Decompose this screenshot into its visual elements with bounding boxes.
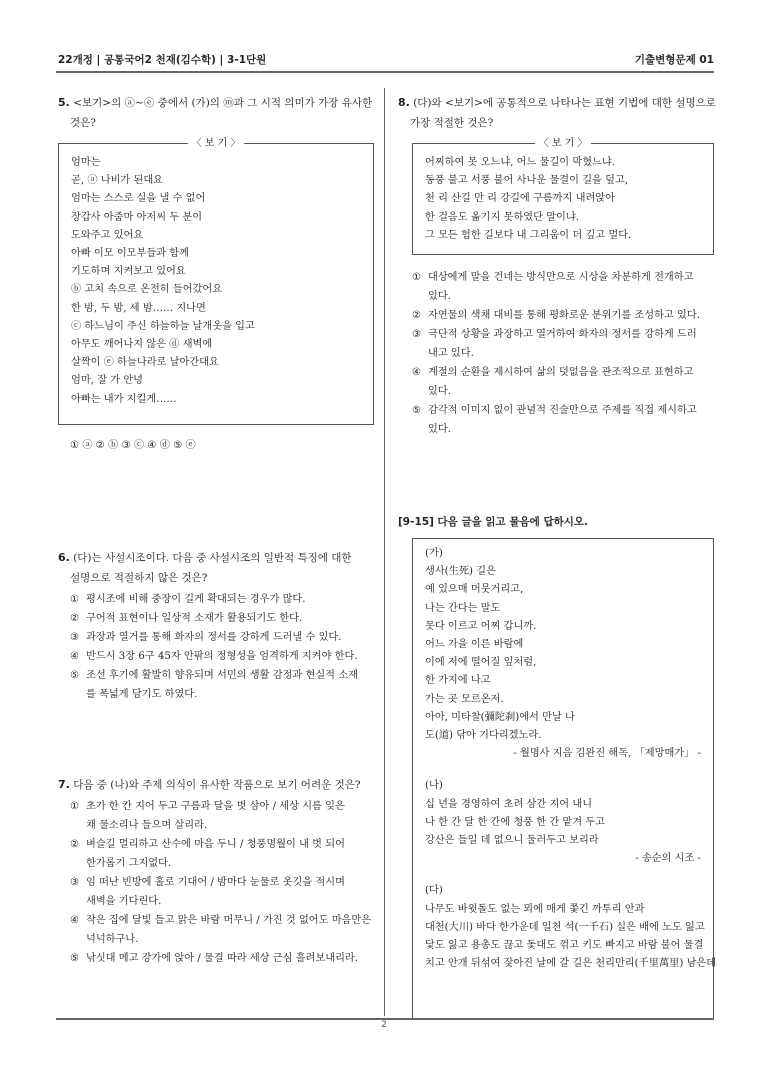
option-text-cont: 있다. (428, 291, 451, 302)
poem-line: 이에 저에 떨어질 잎처럼, (425, 657, 537, 669)
poem-line: 아무도 깨어나지 않은 ⓓ 새벽에 (71, 339, 213, 351)
page-number: 2 (381, 1020, 387, 1030)
option-marker: ⑤ (70, 670, 80, 681)
section-heading: [9-15] 다음 글을 읽고 물음에 답하시오. (398, 516, 588, 528)
poem-line: 십 년을 경영하여 초려 삼간 지어 내니 (425, 798, 593, 810)
bogi-box (412, 138, 714, 255)
question-6 (58, 548, 374, 588)
option-text: 계절의 순환을 제시하여 삶의 덧없음을 관조적으로 표현하고 (428, 367, 694, 378)
poem-line: 한 밤, 두 밤, 세 밤…… 지나면 (71, 302, 206, 314)
answer-option[interactable] (70, 628, 374, 647)
poem-line: 기도하며 지켜보고 있어요 (71, 266, 186, 278)
option-marker: ② (412, 310, 422, 321)
bogi-title: 〈 보 기 〉 (535, 138, 592, 149)
poem-line: 생사(生死) 길은 (425, 566, 496, 578)
answer-option[interactable] (412, 268, 716, 306)
answer-option[interactable] (70, 797, 374, 835)
poem-line: 대천(大川) 바다 한가운데 일천 석(一千石) 실은 배에 노도 잃고 (425, 921, 705, 933)
option-text-cont: 를 폭넓게 담기도 하였다. (86, 689, 198, 700)
option-text-cont: 있다. (428, 386, 451, 397)
poem-line: 천 리 산길 만 리 강길에 구름까지 내려앉아 (425, 193, 615, 205)
poem-line: 예 있으매 머뭇거리고, (425, 584, 524, 596)
option-marker: ② (70, 613, 80, 624)
question-stem-cont: 가장 적절한 것은? (410, 117, 494, 129)
option-marker: ④ (70, 651, 80, 662)
option-marker: ⑤ (70, 953, 80, 964)
poem-line: 동풍 불고 서풍 불어 사나운 물결이 길을 덮고, (425, 175, 629, 187)
poem-line: 한 걸음도 옮기지 못하였단 말이냐. (425, 211, 579, 223)
answer-option[interactable] (412, 325, 716, 363)
option-text: 작은 집에 달빛 들고 맑은 바람 머무니 / 가진 것 없어도 마음만은 (86, 915, 372, 926)
poem-line: 장갑사 아줌마 아저씨 두 분이 (71, 211, 203, 223)
poem-line: 치고 안개 뒤섞여 잦아진 날에 갈 길은 천리만리(千里萬里) 남은데 (425, 958, 717, 970)
answer-option[interactable] (70, 949, 374, 968)
bogi-title: 〈 보 기 〉 (188, 138, 245, 149)
option-text-cont: 한가롭기 그지없다. (86, 858, 172, 869)
option-text: 평시조에 비해 중장이 길게 확대되는 경우가 많다. (86, 594, 306, 605)
poem-line: 한 가지에 나고 (425, 675, 491, 687)
answer-option[interactable] (70, 590, 374, 609)
answer-option[interactable] (412, 306, 716, 325)
question-stem: 다음 중 (나)와 주제 의식이 유사한 작품으로 보기 어려운 것은? (73, 779, 361, 791)
poem-line: 나 한 간 달 한 간에 청풍 한 간 맡겨 두고 (425, 816, 605, 828)
poem-line: 가는 곳 모르온저. (425, 693, 504, 705)
option-text-cont: 새벽을 기다린다. (86, 896, 162, 907)
passage-label: (나) (425, 780, 443, 792)
option-marker: ④ (70, 915, 80, 926)
answer-option[interactable] (70, 647, 374, 666)
spacer (425, 763, 701, 777)
poem-line: 도(道) 닦아 기다리겠노라. (425, 730, 542, 742)
answer-option[interactable] (70, 609, 374, 628)
option-text: 대상에게 말을 건네는 방식만으로 시상을 차분하게 전개하고 (428, 272, 694, 283)
option-text: 조선 후기에 활발히 향유되며 서민의 생활 감정과 현실적 소재 (86, 670, 358, 681)
passage-na (425, 777, 701, 868)
passage-label: (다) (425, 885, 443, 897)
question-number: 5. (58, 96, 70, 109)
passage-label: (가) (425, 548, 443, 559)
poem-line: 도와주고 있어요 (71, 229, 144, 241)
poem-lines (425, 796, 701, 851)
option-text: 구어적 표현이나 일상적 소재가 활용되기도 한다. (86, 613, 303, 624)
option-text-cont: 있다. (428, 424, 451, 435)
option-text: 임 떠난 빈방에 홀로 기대어 / 밤마다 눈물로 옷깃을 적시며 (86, 877, 345, 888)
option-marker: ③ (412, 329, 422, 340)
poem-line: 나는 간다는 말도 (425, 602, 501, 614)
column-divider (384, 88, 385, 1016)
option-text-cont: 내고 있다. (428, 348, 474, 359)
poem-line: 엄마는 스스로 실을 낼 수 없어 (71, 193, 206, 205)
answer-option[interactable] (70, 666, 374, 704)
question-5 (58, 93, 374, 133)
poem-lines (425, 901, 717, 974)
option-marker: ① (70, 801, 80, 812)
poem-line: 어찌하여 못 오느냐, 어느 물길이 막혔느냐. (425, 157, 615, 168)
poem-line: 나무도 바윗돌도 없는 뫼에 매게 쫓긴 까투리 안과 (425, 903, 645, 915)
spacer (425, 868, 701, 882)
option-text-cont: 넉넉하구나. (86, 934, 139, 945)
question-stem: (다)와 <보기>에 공통적으로 나타나는 표현 기법에 대한 설명으로 (413, 97, 716, 109)
poem-line: 살짝이 ⓔ 하늘나라로 날아간대요 (71, 357, 219, 369)
poem-line: 그 모든 험한 길보다 내 그리움이 더 깊고 멀다. (425, 229, 632, 241)
answer-option[interactable] (70, 911, 374, 949)
poem-line: 닻도 잃고 용총도 끊고 돛대도 꺾고 키도 빠지고 바람 불어 물결 (425, 940, 704, 952)
option-text: 초가 한 칸 지어 두고 구름과 달을 벗 삼아 / 세상 시름 잊은 (86, 801, 345, 812)
answer-option[interactable] (412, 363, 716, 401)
answer-options: ① ⓐ ② ⓑ ③ ⓒ ④ ⓓ ⑤ ⓔ (70, 440, 196, 451)
option-marker: ① (412, 272, 422, 283)
header-doc-title: 기출변형문제 01 (634, 54, 714, 66)
page-header (58, 52, 714, 68)
option-marker: ⑤ (412, 405, 422, 416)
option-text: 낚싯대 메고 강가에 앉아 / 물결 따라 세상 근심 흘려보내리라. (86, 953, 358, 964)
option-text: 과장과 열거를 통해 화자의 정서를 강하게 드러낼 수 있다. (86, 632, 342, 643)
question-number: 6. (58, 551, 70, 564)
passage-da (425, 882, 717, 973)
poem-line: 아빠는 내가 지킬게…… (71, 393, 177, 405)
answer-option[interactable] (412, 401, 716, 439)
poem-line: 강산은 들일 데 없으니 둘러두고 보리라 (425, 835, 599, 847)
poem-line: 어느 가을 이른 바람에 (425, 639, 524, 651)
header-rule (56, 71, 714, 73)
question-8 (398, 93, 716, 133)
answer-option[interactable] (70, 835, 374, 873)
option-text: 반드시 3장 6구 45자 안팎의 정형성을 엄격하게 지켜야 한다. (86, 651, 358, 662)
answer-options (70, 590, 374, 704)
poem-line: 곧, ⓐ 나비가 된대요 (71, 175, 164, 187)
poem-line: 못다 이르고 어찌 갑니까. (425, 620, 537, 632)
option-marker: ① (70, 594, 80, 605)
poem-line: ⓑ 고치 속으로 온전히 들어갔어요 (71, 284, 223, 296)
poem-line: 엄마, 잘 가 안녕 (71, 375, 143, 387)
header-course-info: 22개정 | 공통국어2 천재(김수학) | 3-1단원 (58, 54, 267, 66)
question-number: 7. (58, 778, 70, 791)
question-7 (58, 775, 374, 795)
option-marker: ③ (70, 632, 80, 643)
poem-line: 아아, 미타찰(彌陀刹)에서 만날 나 (425, 711, 575, 723)
question-stem: <보기>의 ⓐ~ⓔ 중에서 (가)의 ⓜ과 그 시적 의미가 가장 유사한 (73, 97, 373, 109)
question-stem-cont: 설명으로 적절하지 않은 것은? (70, 572, 208, 584)
poem-line: 엄마는 (71, 157, 101, 168)
option-marker: ④ (412, 367, 422, 378)
poem-lines (425, 563, 701, 745)
option-marker: ③ (70, 877, 80, 888)
option-text-cont: 채 물소리나 들으며 살리라. (86, 820, 208, 831)
option-text: 벼슬길 멀리하고 산수에 마음 두니 / 청풍명월이 내 벗 되어 (86, 839, 345, 850)
reading-passage (412, 538, 717, 1018)
question-number: 8. (398, 96, 410, 109)
passage-ga (425, 545, 701, 763)
passage-source: - 송순의 시조 - (635, 853, 701, 865)
answer-option[interactable] (70, 873, 374, 911)
option-marker: ② (70, 839, 80, 850)
bogi-poem (425, 154, 701, 245)
question-stem-cont: 것은? (70, 117, 96, 129)
bogi-poem (71, 154, 361, 409)
bogi-box (58, 138, 374, 425)
option-text: 극단적 상황을 과장하고 열거하여 화자의 정서를 강하게 드러 (428, 329, 697, 340)
poem-line: 아빠 이모 이모부들과 함께 (71, 248, 189, 260)
poem-line: ⓒ 하느님이 주신 하늘하늘 날개옷을 입고 (71, 320, 255, 332)
answer-options (412, 268, 716, 439)
answer-options (70, 797, 374, 968)
passage-source: - 월명사 지음 김완진 해독, 「제망매가」 - (513, 748, 701, 760)
option-text: 자연물의 색채 대비를 통해 평화로운 분위기를 조성하고 있다. (428, 310, 700, 321)
option-text: 감각적 이미지 없이 관념적 진술만으로 주제를 직접 제시하고 (428, 405, 697, 416)
question-stem: (다)는 사설시조이다. 다음 중 사설시조의 일반적 특징에 대한 (73, 552, 352, 564)
